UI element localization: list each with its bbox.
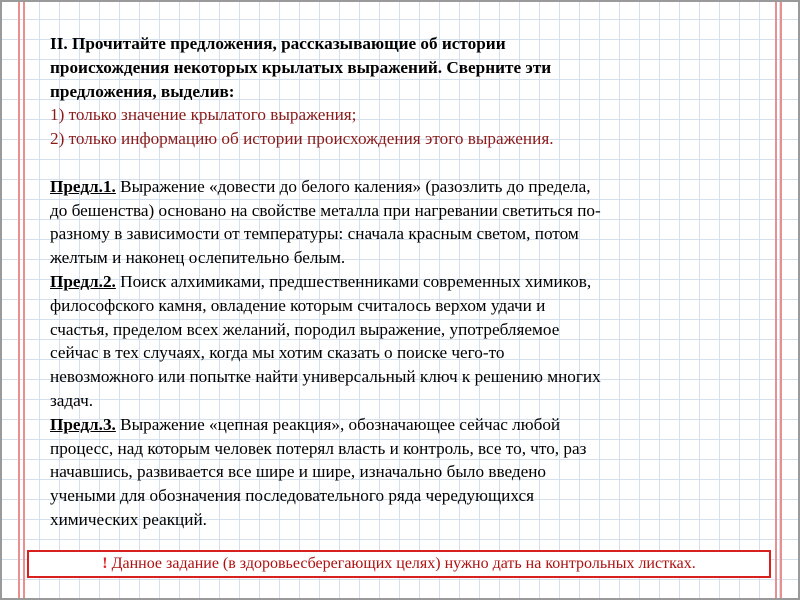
sentence-line: счастья, пределом всех желаний, породил выражение, употребляемое: [50, 319, 560, 339]
sentence-line: философского камня, овладение которым считалось верхом удачи и: [50, 295, 546, 315]
note-text: Данное задание (в здоровьесберегающих целях) нужно дать на контрольных листках.: [107, 555, 696, 572]
sentence-line: задач.: [50, 390, 94, 410]
sentence-line: учеными для обозначения последовательного ряда чередующихся: [50, 486, 535, 506]
left-margin-line: [18, 0, 20, 600]
sentence-line: [50, 413, 780, 437]
sentence-line: химических реакций.: [50, 509, 207, 529]
sentence-line: [50, 270, 780, 294]
sentence-line: разному в зависимости от температуры: сначала красным светом, потом: [50, 224, 579, 244]
heading-line: предложения, выделив:: [50, 81, 235, 101]
spacer: [50, 151, 780, 175]
sentence-1: [50, 175, 780, 270]
sentence-label: Предл.2.: [50, 271, 116, 291]
sentence-line: процесс, над которым человек потерял власть и контроль, все то, что, раз: [50, 438, 587, 458]
sentence-line: начавшись, развивается все шире и шире, изначально было введено: [50, 462, 547, 482]
slide-content: [50, 32, 780, 532]
sentence-line: до бешенства) основано на свойстве металла при нагревании светиться по-: [50, 200, 601, 220]
heading-line: происхождения некоторых крылатых выражений. Сверните эти: [50, 57, 552, 77]
task-item: 1) только значение крылатого выражения;: [50, 105, 357, 125]
sentence-line: сейчас в тех случаях, когда мы хотим сказать о поиске чего-то: [50, 343, 505, 363]
sentence-line: невозможного или попытке найти универсальный ключ к решению многих: [50, 367, 601, 387]
sentence-label: Предл.1.: [50, 176, 116, 196]
sentence-text: Выражение «цепная реакция», обозначающее сейчас любой: [115, 414, 561, 434]
sentence-line: [50, 175, 780, 199]
sentence-text: Поиск алхимиками, предшественниками современных химиков,: [115, 271, 592, 291]
task-item: 2) только информацию об истории происхождения этого выражения.: [50, 129, 554, 149]
sentence-line: желтым и наконец ослепительно белым.: [50, 248, 346, 268]
task-heading: [50, 32, 780, 103]
left-margin-line-inner: [23, 0, 25, 600]
health-note-box: [27, 550, 771, 578]
right-margin-line: [780, 0, 782, 600]
sentence-3: [50, 413, 780, 532]
sentence-text: Выражение «довести до белого каления» (разозлить до предела,: [115, 176, 591, 196]
sentence-label: Предл.3.: [50, 414, 116, 434]
exclamation-icon: !: [102, 555, 108, 572]
heading-line: II. Прочитайте предложения, рассказывающие об истории: [50, 34, 506, 53]
sentence-2: [50, 270, 780, 413]
